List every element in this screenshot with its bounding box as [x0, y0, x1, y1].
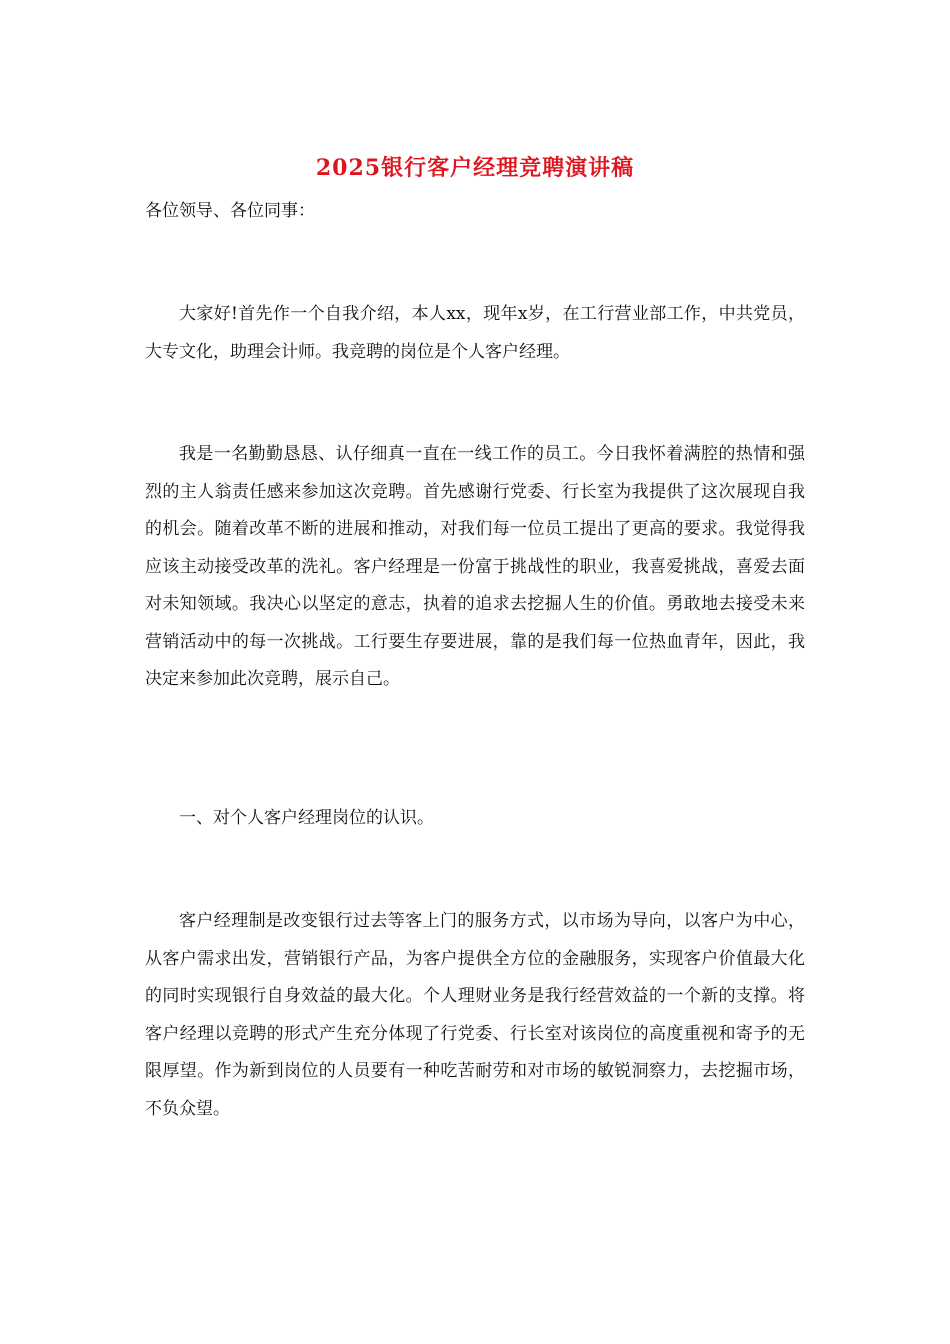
- motivation-paragraph: 我是一名勤勤恳恳、认仔细真一直在一线工作的员工。今日我怀着满腔的热情和强烈的主人翁责任感来参加这次竞聘。首先感谢行党委、行长室为我提供了这次展现自我的机会。随着改革不断的进展和推动，对我们每一位员工提出了更高的要求。我觉得我应该主动接受改革的洗礼。客户经理是一份富于挑战性的职业，我喜爱挑战，喜爱去面对未知领域。我决心以坚定的意志，执着的追求去挖掘人生的价值。勇敢地去接受未来营销活动中的每一次挑战。工行要生存要进展，靠的是我们每一位热血青年，因此，我决定来参加此次竞聘，展示自己。: [145, 444, 805, 689]
- document-title: 2025银行客户经理竞聘演讲稿: [315, 155, 635, 181]
- greeting-line: 各位领导、各位同事：: [145, 201, 315, 221]
- section-paragraph: 客户经理制是改变银行过去等客上门的服务方式，以市场为导向，以客户为中心，从客户需求出发，营销银行产品，为客户提供全方位的金融服务，实现客户价值最大化的同时实现银行自身效益的最大化。个人理财业务是我行经营效益的一个新的支撑。将客户经理以竞聘的形式产生充分体现了行党委、行长室对该岗位的高度重视和寄予的无限厚望。作为新到岗位的人员要有一种吃苦耐劳和对市场的敏锐洞察力，去挖掘市场，不负众望。: [145, 911, 805, 1119]
- intro-paragraph: 大家好!首先作一个自我介绍，本人xx，现年x岁，在工行营业部工作，中共党员，大专文化，助理会计师。我竞聘的岗位是个人客户经理。: [145, 304, 805, 362]
- section-heading: 一、对个人客户经理岗位的认识。: [179, 808, 434, 828]
